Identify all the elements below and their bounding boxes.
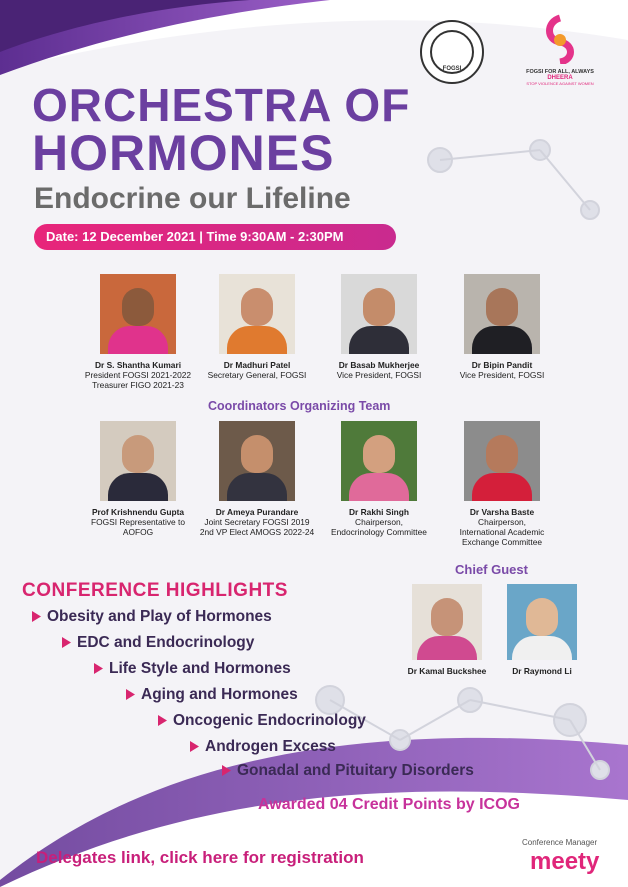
portrait-photo [464, 274, 540, 354]
highlight-text: Life Style and Hormones [109, 660, 291, 677]
arrow-icon [190, 741, 199, 752]
credit-points: Awarded 04 Credit Points by ICOG [258, 796, 520, 813]
date-time-banner: Date: 12 December 2021 | Time 9:30AM - 2:30PM [34, 224, 396, 250]
chief-guest-heading: Chief Guest [455, 562, 528, 577]
highlight-text: Gonadal and Pituitary Disorders [237, 762, 474, 779]
highlight-text: Obesity and Play of Hormones [47, 608, 272, 625]
chief-guest-card [402, 584, 492, 676]
leader-card [195, 274, 319, 380]
arrow-icon [126, 689, 135, 700]
portrait-photo [100, 421, 176, 501]
coordinator-role: Chairperson, [355, 517, 403, 527]
fogsi-seal-text: FOGSI [442, 66, 462, 72]
highlight-text: EDC and Endocrinology [77, 634, 255, 651]
coordinator-role: Chairperson, [478, 517, 526, 527]
leader-role: Vice President, FOGSI [459, 370, 545, 380]
coordinator-role: 2nd VP Elect AMOGS 2022-24 [199, 527, 315, 537]
leader-name: Dr Madhuri Patel [223, 360, 291, 370]
coordinator-role: Endocrinology Committee [331, 527, 427, 537]
dheera-subtext: STOP VIOLENCE AGAINST WOMEN [526, 81, 594, 86]
subtitle: Endocrine our Lifeline [34, 182, 351, 215]
dheera-emblem-icon [540, 14, 580, 64]
portrait-photo [341, 274, 417, 354]
leader-name: Dr Basab Mukherjee [338, 360, 420, 370]
coordinator-role: FOGSI Representative to [90, 517, 186, 527]
coordinator-name: Dr Varsha Baste [469, 507, 535, 517]
highlight-item [94, 660, 291, 678]
coordinator-card [317, 421, 441, 537]
dheera-name: DHEERA [547, 75, 573, 81]
title-line-2: HORMONES [32, 125, 335, 181]
highlights-heading: CONFERENCE HIGHLIGHTS [22, 580, 288, 601]
portrait-photo [219, 421, 295, 501]
leader-card [440, 274, 564, 380]
coordinator-role: AOFOG [122, 527, 154, 537]
chief-guest-name: Dr Kamal Buckshee [407, 666, 487, 676]
portrait-photo [464, 421, 540, 501]
highlight-item [62, 634, 254, 652]
portrait-photo [412, 584, 482, 660]
dheera-logo [520, 14, 600, 86]
arrow-icon [32, 611, 41, 622]
arrow-icon [222, 765, 231, 776]
chief-guest-name: Dr Raymond Li [512, 666, 572, 676]
portrait-photo [341, 421, 417, 501]
portrait-photo [219, 274, 295, 354]
fogsi-logo [420, 20, 484, 84]
title-line-1: ORCHESTRA OF [32, 79, 411, 131]
leader-name: Dr S. Shantha Kumari [94, 360, 182, 370]
leader-role: President FOGSI 2021-2022 [84, 370, 192, 380]
leader-role: Secretary General, FOGSI [207, 370, 307, 380]
leader-name: Dr Bipin Pandit [471, 360, 533, 370]
conference-manager-label: Conference Manager [522, 838, 598, 847]
dheera-tagline: FOGSI FOR ALL, ALWAYS [526, 69, 594, 75]
highlight-text: Oncogenic Endocrinology [173, 712, 366, 729]
coordinator-name: Dr Rakhi Singh [348, 507, 410, 517]
registration-link[interactable]: Delegates link, click here for registration [36, 848, 364, 867]
leader-card [317, 274, 441, 380]
coordinator-role: Exchange Committee [461, 537, 543, 547]
coordinator-card [440, 421, 564, 547]
coordinators-heading: Coordinators Organizing Team [208, 399, 391, 413]
meety-logo: meety [530, 848, 600, 875]
coordinator-card [76, 421, 200, 537]
highlight-item [222, 762, 474, 780]
arrow-icon [62, 637, 71, 648]
highlight-item [32, 608, 272, 626]
coordinator-role: International Academic [459, 527, 545, 537]
coordinator-name: Prof Krishnendu Gupta [91, 507, 185, 517]
leader-card [76, 274, 200, 390]
leader-role: Treasurer FIGO 2021-23 [92, 380, 184, 390]
coordinator-role: Joint Secretary FOGSI 2019 [204, 517, 310, 527]
chief-guest-card [502, 584, 582, 676]
leader-role: Vice President, FOGSI [336, 370, 422, 380]
coordinator-card [195, 421, 319, 537]
arrow-icon [158, 715, 167, 726]
highlight-item [158, 712, 366, 730]
portrait-photo [507, 584, 577, 660]
highlight-text: Aging and Hormones [141, 686, 298, 703]
portrait-photo [100, 274, 176, 354]
highlight-item [190, 738, 336, 756]
highlight-item [126, 686, 298, 704]
highlight-text: Androgen Excess [205, 738, 336, 755]
arrow-icon [94, 663, 103, 674]
coordinator-name: Dr Ameya Purandare [215, 507, 299, 517]
